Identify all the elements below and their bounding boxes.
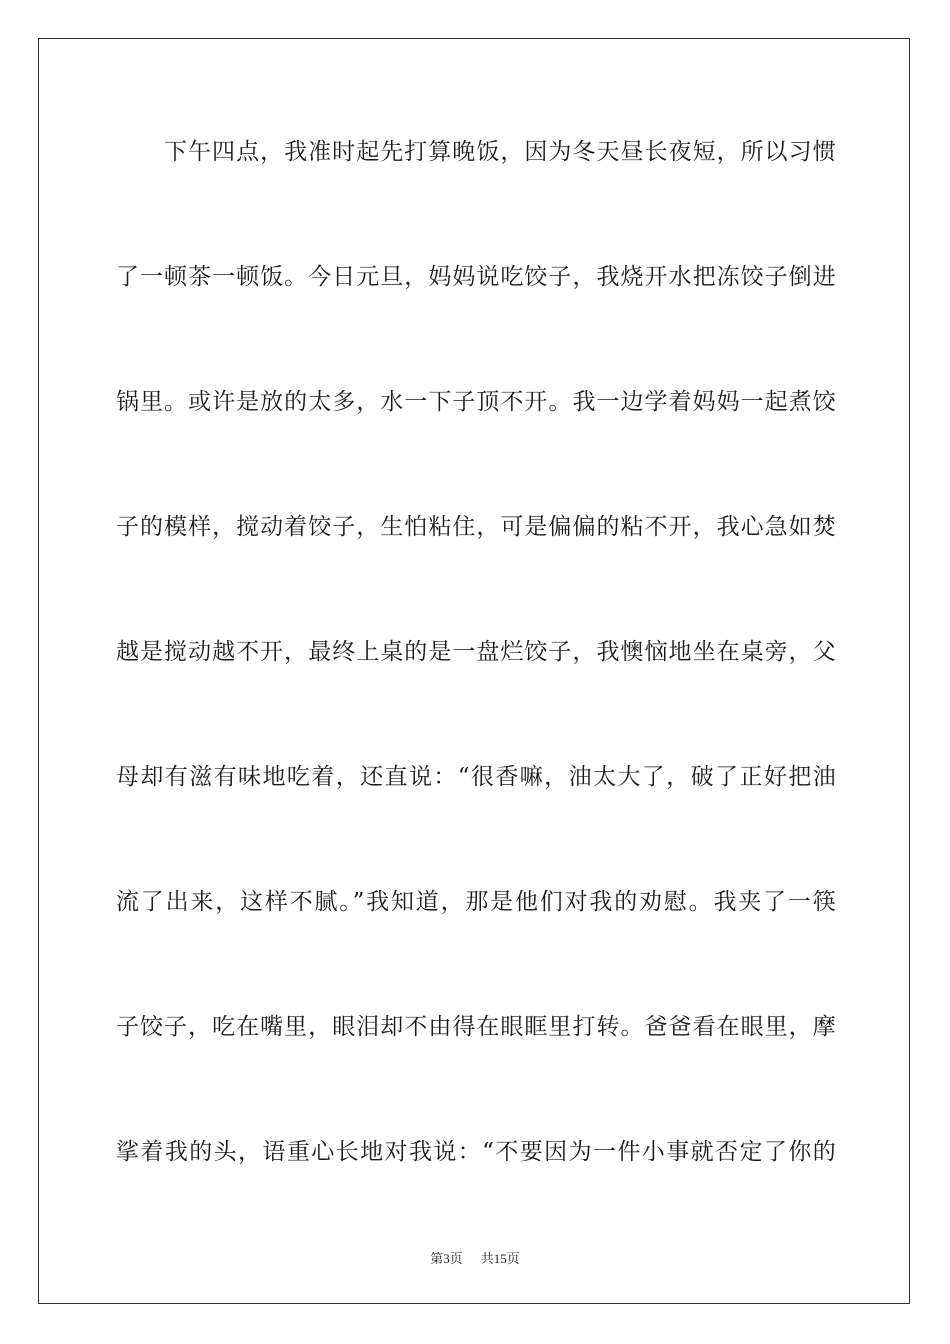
text-line: 下午四点，我准时起先打算晚饭，因为冬天昼长夜短，所以习惯 — [164, 139, 836, 165]
text-line: 子饺子，吃在嘴里，眼泪却不由得在眼眶里打转。爸爸看在眼里，摩 — [116, 1014, 836, 1040]
text-line: 了一顿茶一顿饭。今日元旦，妈妈说吃饺子，我烧开水把冻饺子倒进 — [116, 264, 836, 290]
document-body — [116, 124, 836, 1249]
text-line: 挲着我的头，语重心长地对我说：“不要因为一件小事就否定了你的 — [116, 1139, 836, 1165]
page-footer — [0, 1248, 950, 1267]
text-line: 越是搅动越不开，最终上桌的是一盘烂饺子，我懊恼地坐在桌旁，父 — [116, 639, 836, 665]
text-line: 子的模样，搅动着饺子，生怕粘住，可是偏偏的粘不开，我心急如焚 — [116, 514, 836, 540]
page-number: 第3页 — [430, 1251, 463, 1266]
text-line: 流了出来，这样不腻。”我知道，那是他们对我的劝慰。我夹了一筷 — [116, 889, 836, 915]
text-line: 锅里。或许是放的太多，水一下子顶不开。我一边学着妈妈一起煮饺 — [116, 389, 836, 415]
text-line: 母却有滋有味地吃着，还直说：“很香嘛，油太大了，破了正好把油 — [116, 764, 836, 790]
page-total: 共15页 — [480, 1251, 520, 1266]
